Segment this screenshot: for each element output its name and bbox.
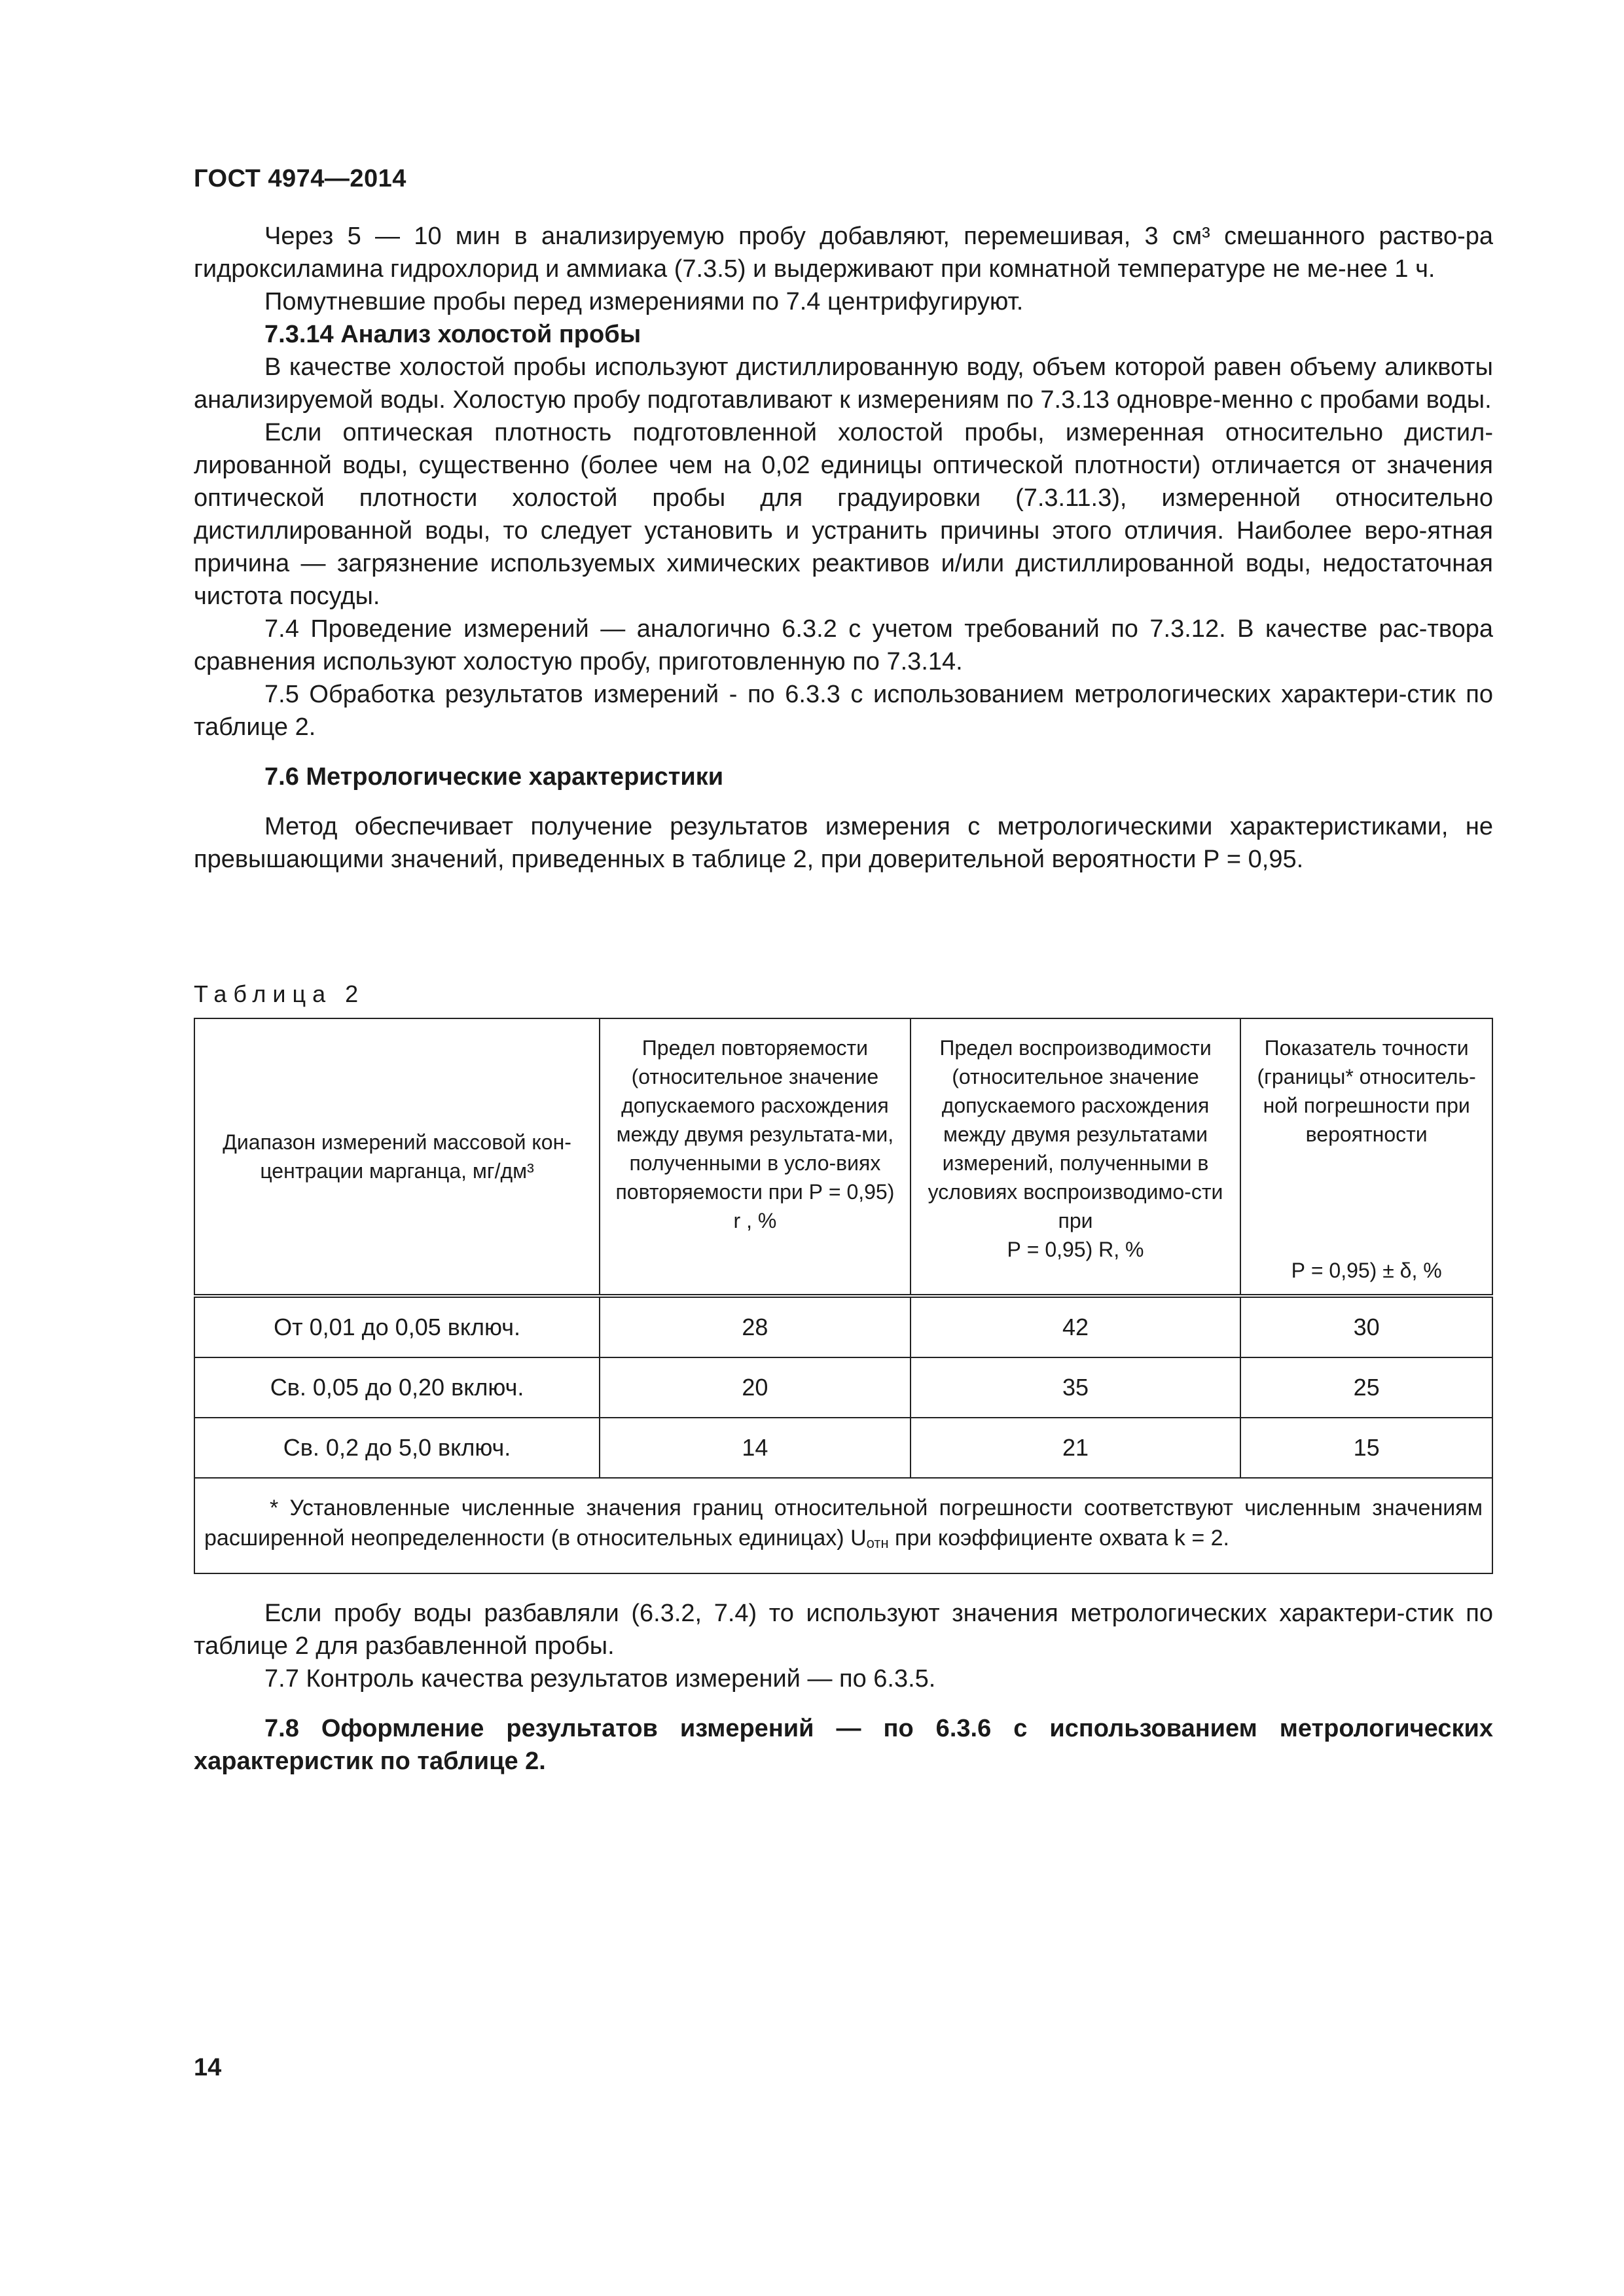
header-reproducibility xyxy=(911,1018,1241,1296)
body-block-2 xyxy=(194,1597,1493,1778)
table-header-row xyxy=(194,1018,1492,1296)
header-accuracy-tail: Р = 0,95) ± δ, % xyxy=(1291,1259,1442,1282)
paragraph-7-7: 7.7 Контроль качества результатов измерений — по 6.3.5. xyxy=(264,1665,936,1693)
section-heading-7-3-14: 7.3.14 Анализ холостой пробы xyxy=(264,321,641,348)
section-heading-7-6: 7.6 Метрологические характеристики xyxy=(264,763,724,791)
footnote-tail: при коэффициенте охвата k = 2. xyxy=(888,1526,1229,1551)
cell-range: От 0,01 до 0,05 включ. xyxy=(194,1296,600,1357)
footnote-subscript: отн xyxy=(866,1535,889,1551)
paragraph-method-provides: Метод обеспечивает получение результатов измерения с метрологическими характеристиками, не превышающими значений, приведенных в таблице 2, при доверительной вероятности Р = 0,95. xyxy=(194,813,1493,873)
table-row xyxy=(194,1296,1492,1357)
cell-R: 35 xyxy=(911,1357,1241,1418)
cell-delta: 30 xyxy=(1240,1296,1492,1357)
header-range-text: Диапазон измерений массовой кон-центрации марганца, мг/дм³ xyxy=(223,1130,571,1183)
paragraph-7-4: 7.4 Проведение измерений — аналогично 6.3.2 с учетом требований по 7.3.12. В качестве рас-твора сравнения используют холостую пробу, приготовленную по 7.3.14. xyxy=(194,615,1493,675)
paragraph-centrifuge: Помутневшие пробы перед измерениями по 7.4 центрифугируют. xyxy=(264,288,1024,315)
header-reproducibility-text: Предел воспроизводимости (относительное значение допускаемого расхождения между двумя результатами измерений, полученными в условиях воспроизводимо-сти при Р = 0,95) R, % xyxy=(928,1036,1223,1261)
paragraph-reagent-addition: Через 5 — 10 мин в анализируемую пробу добавляют, перемешивая, 3 см³ смешанного раство-ра гидроксиламина гидрохлорид и аммиака (7.3.5) и выдерживают при комнатной температуре не ме-нее 1 ч. xyxy=(194,223,1493,283)
header-repeatability xyxy=(600,1018,911,1296)
cell-range: Св. 0,05 до 0,20 включ. xyxy=(194,1357,600,1418)
table-note-row xyxy=(194,1478,1492,1573)
paragraph-blank-sample: В качестве холостой пробы используют дистиллированную воду, объем которой равен объему аликвоты анализируемой воды. Холостую пробу подготавливают к измерениям по 7.3.13 одновре-менно с пробами воды. xyxy=(194,353,1493,414)
table-row xyxy=(194,1357,1492,1418)
paragraph-optical-density: Если оптическая плотность подготовленной холостой пробы, измеренная относительно дистил-лированной воды, существенно (более чем на 0,02 единицы оптической плотности) отличается от значения оптической плотности холостой пробы для градуировки (7.3.11.3), измеренной относительно дистиллированной воды, то следует установить и устранить причины этого отличия. Наиболее веро-ятная причина — загрязнение используемых химических реактивов и/или дистиллированной воды, недостаточная чистота посуды. xyxy=(194,419,1493,610)
body-block-1 xyxy=(194,220,1493,876)
footnote-text: * Установленные численные значения границ относительной погрешности соответствуют численным значениям расширенной неопределенности (в относительных единицах) U xyxy=(204,1496,1483,1551)
cell-R: 21 xyxy=(911,1418,1241,1478)
paragraph-7-5: 7.5 Обработка результатов измерений - по 6.3.3 с использованием метрологических характери-стик по таблице 2. xyxy=(194,681,1493,741)
paragraph-dilution: Если пробу воды разбавляли (6.3.2, 7.4) то используют значения метрологических характери-стик по таблице 2 для разбавленной пробы. xyxy=(194,1600,1493,1660)
cell-delta: 25 xyxy=(1240,1357,1492,1418)
header-accuracy-text: Показатель точности (границы* относитель-ной погрешности при вероятности xyxy=(1257,1036,1476,1146)
cell-delta: 15 xyxy=(1240,1418,1492,1478)
cell-r: 14 xyxy=(600,1418,911,1478)
page-number: 14 xyxy=(194,2054,222,2081)
header-accuracy xyxy=(1240,1018,1492,1296)
header-repeatability-text: Предел повторяемости (относительное значение допускаемого расхождения между двумя результата-ми, полученными в усло-виях повторяемости при Р = 0,95) r , % xyxy=(615,1036,895,1232)
header-range xyxy=(194,1018,600,1296)
cell-r: 28 xyxy=(600,1296,911,1357)
metrology-table xyxy=(194,1018,1493,1574)
paragraph-7-8: 7.8 Оформление результатов измерений — по 6.3.6 с использованием метрологических характеристик по таблице 2. xyxy=(194,1715,1493,1775)
table-caption: Таблица 2 xyxy=(194,980,365,1007)
cell-r: 20 xyxy=(600,1357,911,1418)
cell-range: Св. 0,2 до 5,0 включ. xyxy=(194,1418,600,1478)
cell-R: 42 xyxy=(911,1296,1241,1357)
table-row xyxy=(194,1418,1492,1478)
doc-code-header: ГОСТ 4974—2014 xyxy=(194,165,406,192)
table-footnote xyxy=(194,1478,1492,1573)
